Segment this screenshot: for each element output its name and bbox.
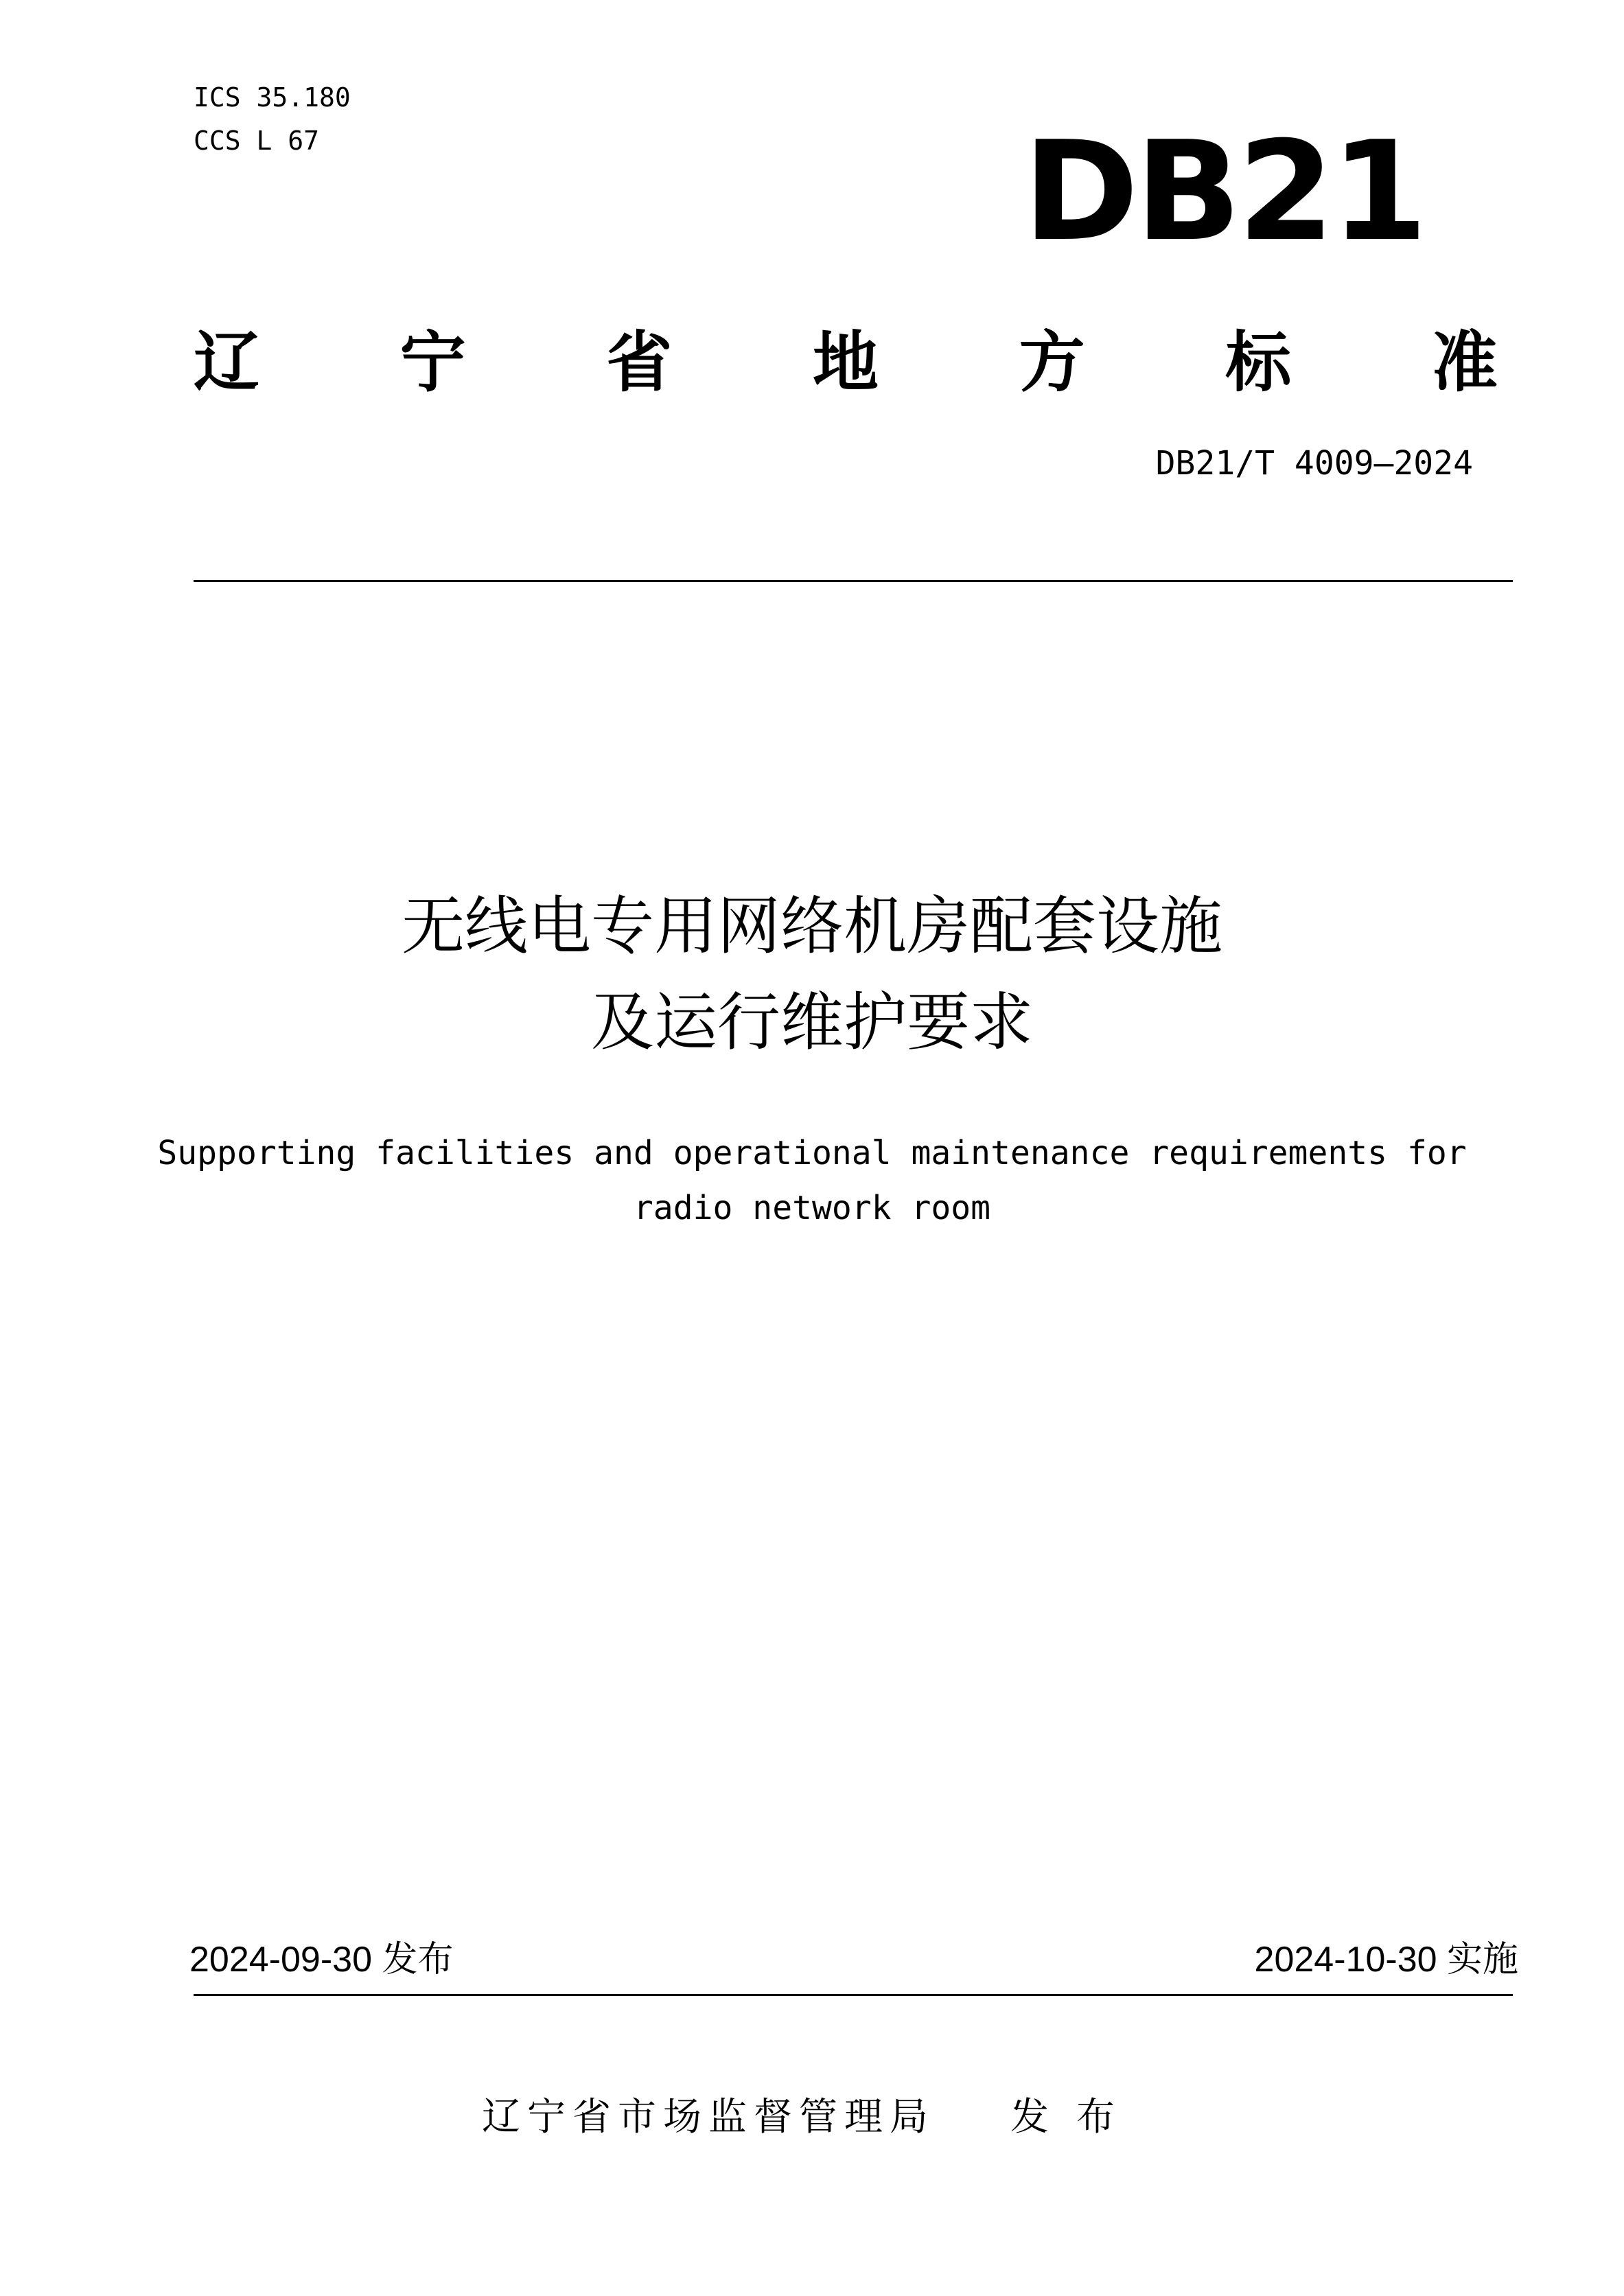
footer-divider (194, 1994, 1513, 1996)
ics-code: ICS 35.180 (194, 82, 351, 113)
publisher-organization: 辽宁省市场监督管理局 (482, 2095, 935, 2140)
chinese-title (0, 879, 1624, 1071)
standard-number: DB21/T 4009—2024 (1155, 444, 1473, 483)
ccs-code: CCS L 67 (194, 126, 320, 156)
header-divider (194, 580, 1513, 582)
issue-date: 2024-09-30 发布 (189, 1940, 454, 1980)
standard-type-char: 方 (1019, 323, 1085, 401)
db21-logo: DB21 (1023, 112, 1424, 272)
english-title-line: radio network room (633, 1189, 991, 1227)
english-title-line: Supporting facilities and operational maintenance requirements for (157, 1134, 1467, 1172)
chinese-title-line: 无线电专用网络机房配套设施 (401, 890, 1222, 963)
standard-type-char: 省 (606, 323, 673, 401)
chinese-title-line: 及运行维护要求 (590, 986, 1033, 1059)
standard-type-title (194, 316, 1498, 401)
english-title (0, 1126, 1624, 1236)
publisher-line (0, 2090, 1624, 2145)
standard-type-char: 宁 (399, 323, 466, 401)
publisher-action: 发布 (1010, 2095, 1142, 2140)
implementation-date: 2024-10-30 实施 (1254, 1940, 1518, 1980)
standard-type-char: 标 (1225, 323, 1292, 401)
standard-type-char: 地 (812, 323, 879, 401)
standard-type-char: 辽 (194, 323, 259, 401)
standard-type-char: 准 (1431, 323, 1498, 401)
